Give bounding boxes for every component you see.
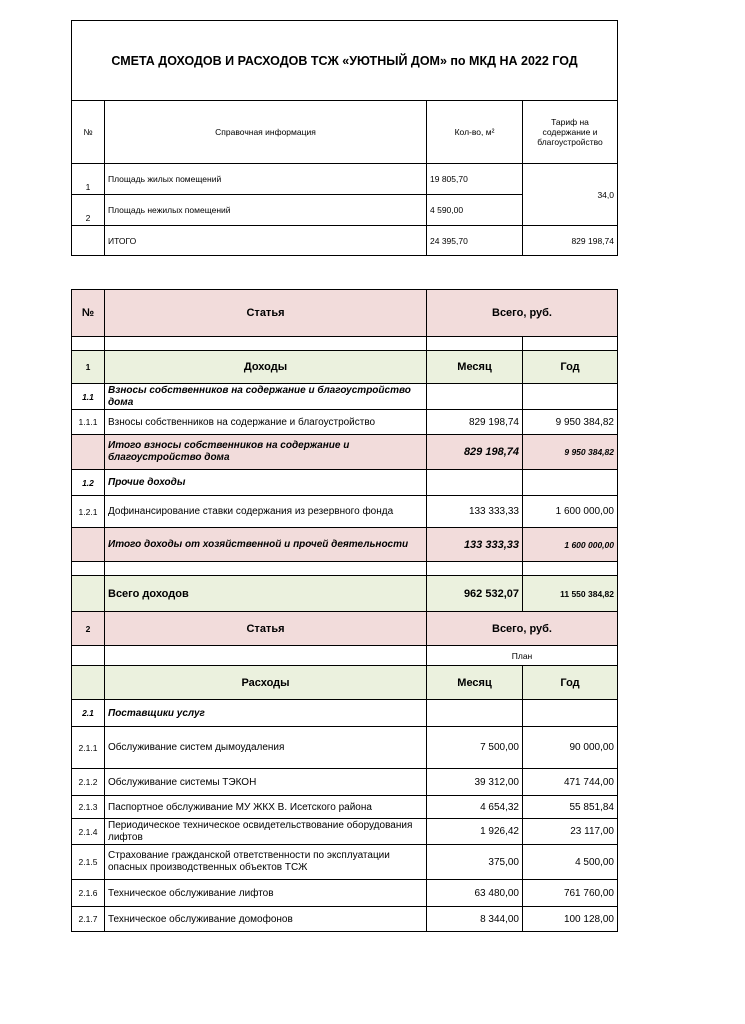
row-month: 375,00 bbox=[427, 845, 523, 880]
expenses-header-article: Статья bbox=[105, 612, 427, 646]
row-num: 2.1.6 bbox=[72, 880, 105, 907]
row-month: 7 500,00 bbox=[427, 727, 523, 769]
row-month: 63 480,00 bbox=[427, 880, 523, 907]
row-label: Обслуживание систем дымоудаления bbox=[105, 727, 427, 769]
row-num: 2.1.4 bbox=[72, 819, 105, 845]
income-header-num: № bbox=[72, 290, 105, 337]
row-year: 90 000,00 bbox=[523, 727, 618, 769]
subtotal-month: 829 198,74 bbox=[427, 435, 523, 470]
expenses-section-title: Расходы bbox=[105, 666, 427, 700]
tariff-value: 34,0 bbox=[523, 164, 618, 226]
info-row-label: Площадь нежилых помещений bbox=[105, 195, 427, 226]
expenses-header-num: 2 bbox=[72, 612, 105, 646]
grand-total-month: 962 532,07 bbox=[427, 576, 523, 612]
subtotal-year: 9 950 384,82 bbox=[523, 435, 618, 470]
row-num: 1.1.1 bbox=[72, 410, 105, 435]
row-label: Дофинансирование ставки содержания из резервного фонда bbox=[105, 496, 427, 528]
row-month: 39 312,00 bbox=[427, 769, 523, 796]
income-sub2-num: 1.2 bbox=[72, 470, 105, 496]
info-header-tariff: Тариф на содержание и благоустройство bbox=[523, 101, 618, 164]
row-num: 2.1.1 bbox=[72, 727, 105, 769]
info-row-label: Площадь жилых помещений bbox=[105, 164, 427, 195]
info-header-ref: Справочная информация bbox=[105, 101, 427, 164]
row-num: 2.1.3 bbox=[72, 796, 105, 819]
row-num: 2.1.2 bbox=[72, 769, 105, 796]
grand-total-label: Всего доходов bbox=[105, 576, 427, 612]
plan-label: План bbox=[427, 646, 618, 666]
income-header-article: Статья bbox=[105, 290, 427, 337]
row-label: Обслуживание системы ТЭКОН bbox=[105, 769, 427, 796]
info-row-num: 2 bbox=[72, 195, 105, 226]
subtotal-year: 1 600 000,00 bbox=[523, 528, 618, 562]
row-year: 1 600 000,00 bbox=[523, 496, 618, 528]
row-year: 471 744,00 bbox=[523, 769, 618, 796]
row-label: Страхование гражданской ответственности по эксплуатации опасных производственных объектов ТСЖ bbox=[105, 845, 427, 880]
income-month-header: Месяц bbox=[427, 351, 523, 384]
row-label: Взносы собственников на содержание и благоустройство bbox=[105, 410, 427, 435]
row-year: 4 500,00 bbox=[523, 845, 618, 880]
row-num: 2.1.7 bbox=[72, 907, 105, 932]
info-row-qty: 19 805,70 bbox=[427, 164, 523, 195]
row-label: Паспортное обслуживание МУ ЖКХ В. Исетского района bbox=[105, 796, 427, 819]
expenses-year-header: Год bbox=[523, 666, 618, 700]
row-month: 4 654,32 bbox=[427, 796, 523, 819]
page-title: СМЕТА ДОХОДОВ И РАСХОДОВ ТСЖ «УЮТНЫЙ ДОМ» по МКД НА 2022 ГОД bbox=[72, 21, 618, 101]
subtotal-month: 133 333,33 bbox=[427, 528, 523, 562]
row-year: 9 950 384,82 bbox=[523, 410, 618, 435]
income-section-title: Доходы bbox=[105, 351, 427, 384]
expenses-sub1-title: Поставщики услуг bbox=[105, 700, 427, 727]
subtotal-label: Итого доходы от хозяйственной и прочей деятельности bbox=[105, 528, 427, 562]
expenses-sub1-num: 2.1 bbox=[72, 700, 105, 727]
budget-table bbox=[71, 289, 618, 932]
row-year: 761 760,00 bbox=[523, 880, 618, 907]
info-header-qty: Кол-во, м² bbox=[427, 101, 523, 164]
income-section-num: 1 bbox=[72, 351, 105, 384]
row-num: 2.1.5 bbox=[72, 845, 105, 880]
expenses-header-total: Всего, руб. bbox=[427, 612, 618, 646]
row-month: 1 926,42 bbox=[427, 819, 523, 845]
income-sub1-num: 1.1 bbox=[72, 384, 105, 410]
info-total-label: ИТОГО bbox=[105, 226, 427, 256]
row-year: 23 117,00 bbox=[523, 819, 618, 845]
expenses-month-header: Месяц bbox=[427, 666, 523, 700]
grand-total-year: 11 550 384,82 bbox=[523, 576, 618, 612]
info-total-value: 829 198,74 bbox=[523, 226, 618, 256]
row-label: Техническое обслуживание домофонов bbox=[105, 907, 427, 932]
row-month: 8 344,00 bbox=[427, 907, 523, 932]
info-table bbox=[71, 20, 618, 256]
row-num: 1.2.1 bbox=[72, 496, 105, 528]
info-row-qty: 4 590,00 bbox=[427, 195, 523, 226]
info-header-num: № bbox=[72, 101, 105, 164]
income-sub2-title: Прочие доходы bbox=[105, 470, 427, 496]
income-header-total: Всего, руб. bbox=[427, 290, 618, 337]
info-total-qty: 24 395,70 bbox=[427, 226, 523, 256]
income-year-header: Год bbox=[523, 351, 618, 384]
income-sub1-title: Взносы собственников на содержание и благоустройство дома bbox=[105, 384, 427, 410]
info-row-num: 1 bbox=[72, 164, 105, 195]
subtotal-label: Итого взносы собственников на содержание и благоустройство дома bbox=[105, 435, 427, 470]
row-year: 55 851,84 bbox=[523, 796, 618, 819]
row-label: Периодическое техническое освидетельствование оборудования лифтов bbox=[105, 819, 427, 845]
row-month: 133 333,33 bbox=[427, 496, 523, 528]
row-year: 100 128,00 bbox=[523, 907, 618, 932]
row-label: Техническое обслуживание лифтов bbox=[105, 880, 427, 907]
row-month: 829 198,74 bbox=[427, 410, 523, 435]
